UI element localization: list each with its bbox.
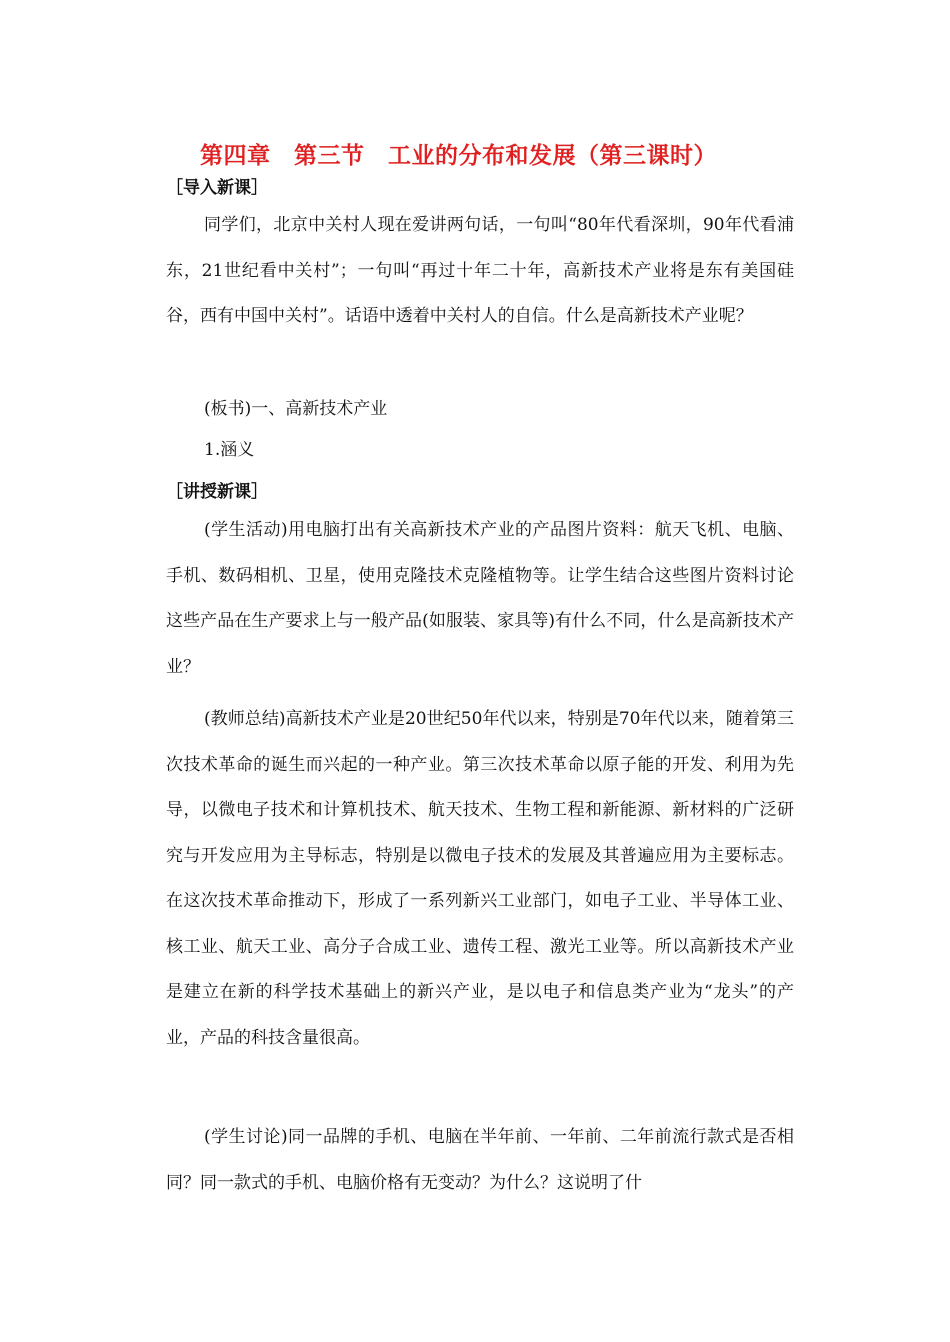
- section-heading-lecture: ［讲授新课］: [166, 482, 268, 502]
- paragraph-intro: 同学们，北京中关村人现在爱讲两句话，一句叫“80年代看深圳，90年代看浦东，21世纪看中关村”；一句叫“再过十年二十年，高新技术产业将是东有美国硅谷，西有中国中关村”。话语中透着中关村人的自信。什么是高新技术产业呢？: [166, 215, 795, 326]
- board-note: (板书)一、高新技术产业: [204, 399, 388, 419]
- paragraph-student-discussion: (学生讨论)同一品牌的手机、电脑在半年前、一年前、二年前流行款式是否相同？同一款式的手机、电脑价格有无变动？为什么？这说明了什: [166, 1127, 794, 1193]
- paragraph-teacher-summary: (教师总结)高新技术产业是20世纪50年代以来，特别是70年代以来，随着第三次技术革命的诞生而兴起的一种产业。第三次技术革命以原子能的开发、利用为先导，以微电子技术和计算机技术、航天技术、生物工程和新能源、新材料的广泛研究与开发应用为主导标志，特别是以微电子技术的发展及其普遍应用为主要标志。在这次技术革命推动下，形成了一系列新兴工业部门，如电子工业、半导体工业、核工业、航天工业、高分子合成工业、遗传工程、激光工业等。所以高新技术产业是建立在新的科学技术基础上的新兴产业，是以电子和信息类产业为“龙头”的产业，产品的科技含量很高。: [166, 709, 794, 1048]
- meaning-heading: 1.涵义: [204, 440, 255, 460]
- paragraph-student-activity: (学生活动)用电脑打出有关高新技术产业的产品图片资料：航天飞机、电脑、手机、数码相机、卫星，使用克隆技术克隆植物等。让学生结合这些图片资料讨论这些产品在生产要求上与一般产品(如服装、家具等)有什么不同，什么是高新技术产业？: [166, 520, 794, 677]
- page-title: 第四章 第三节 工业的分布和发展（第三课时）: [200, 143, 717, 169]
- section-heading-intro: ［导入新课］: [166, 178, 268, 198]
